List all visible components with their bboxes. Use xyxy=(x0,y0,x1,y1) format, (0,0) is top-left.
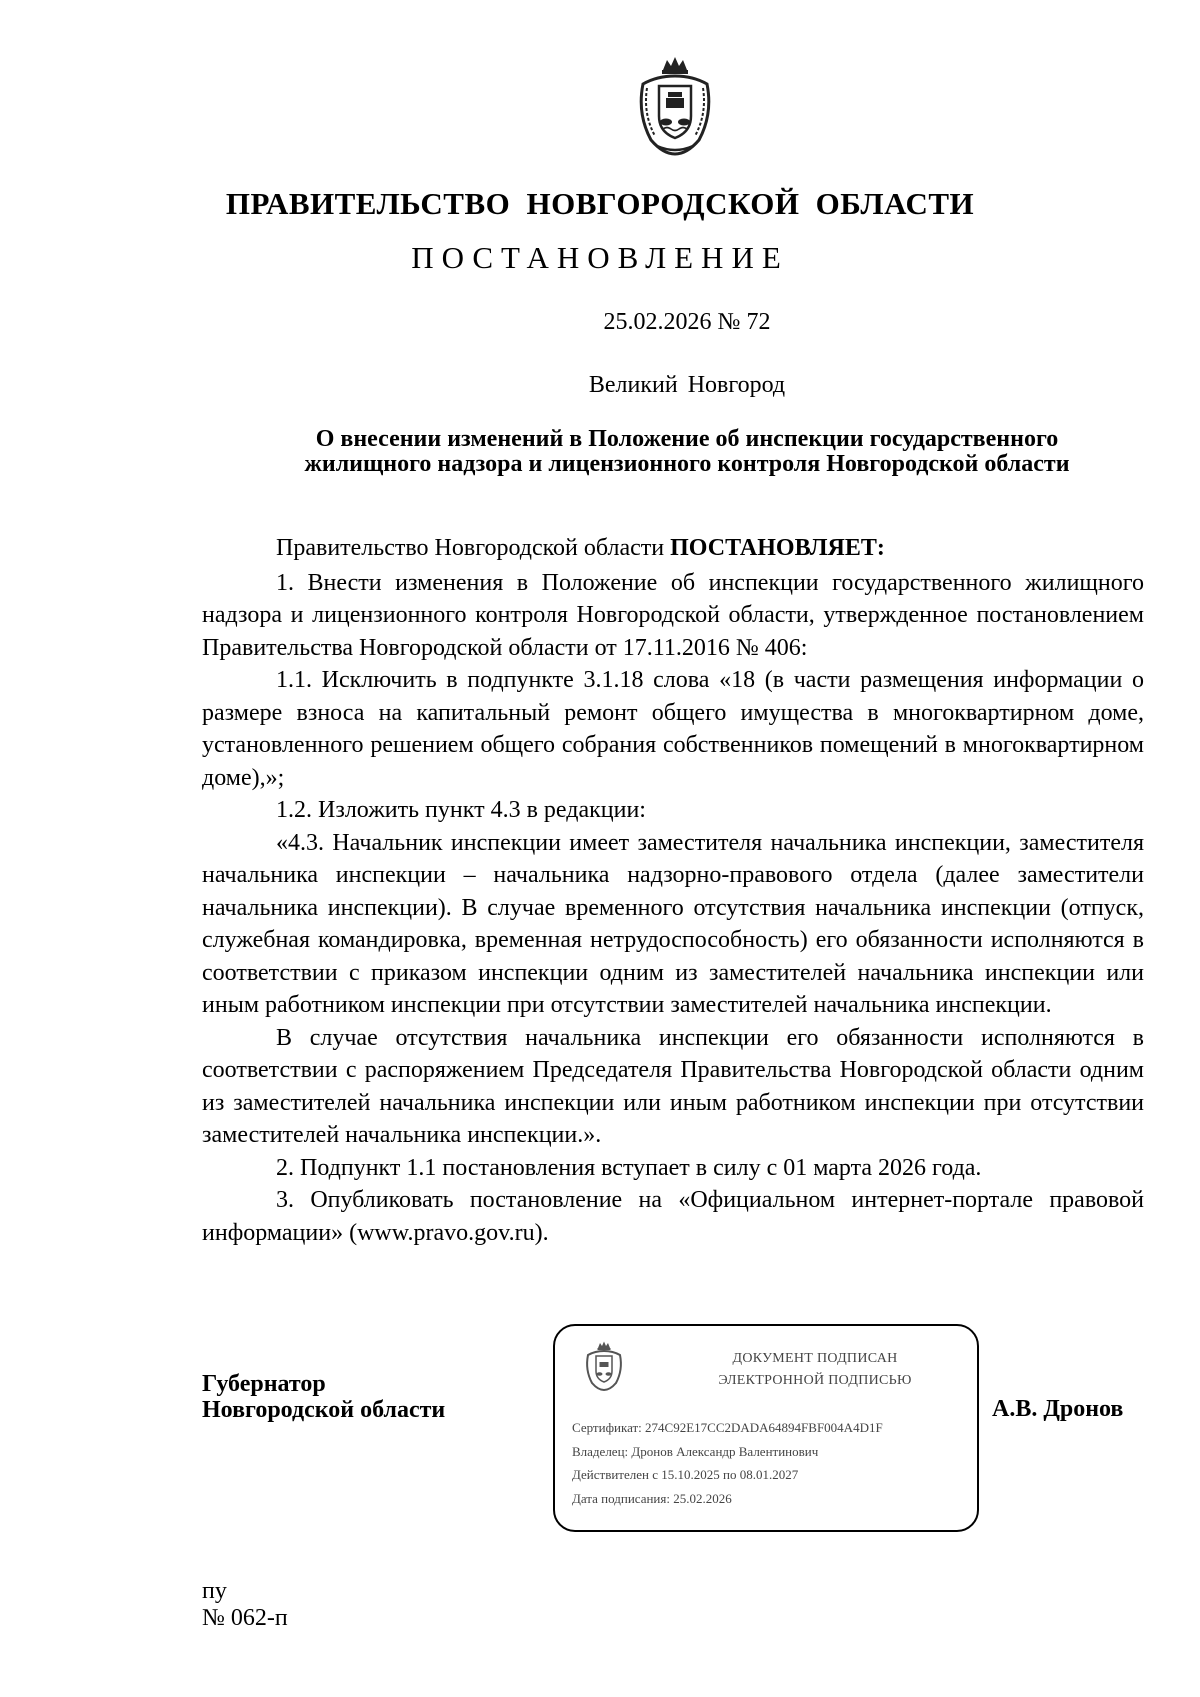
body-paragraph: 1.1. Исключить в подпункте 3.1.18 слова «18 (в части размещения информации о размере взноса на капитальный ремонт общего имущества в многоквартирном доме, установленного решением общего собрания собственников помещений в многоквартирном доме),»; xyxy=(202,667,1144,791)
signer-name: А.В. Дронов xyxy=(992,1396,1124,1422)
body-paragraph: 2. Подпункт 1.1 постановления вступает в силу с 01 марта 2026 года. xyxy=(276,1154,982,1181)
body-paragraph: 3. Опубликовать постановление на «Официальном интернет-портале правовой информации» (www.pravo.gov.ru). xyxy=(202,1187,1144,1246)
footer-code-line: № 062-п xyxy=(202,1605,288,1631)
body-paragraph: В случае отсутствия начальника инспекции его обязанности исполняются в соответствии с распоряжением Председателя Правительства Новгородской области одним из заместителей начальника инспекции или иным работником инспекции при отсутствии заместителей начальника инспекции.». xyxy=(202,1024,1144,1148)
document-heading xyxy=(180,427,1194,477)
body-lead-text: Правительство Новгородской области xyxy=(276,535,671,561)
stamp-certificate: Сертификат: 274C92E17CC2DADA64894FBF004A4D1F xyxy=(572,1420,883,1435)
document-heading-line: жилищного надзора и лицензионного контроля Новгородской области xyxy=(304,451,1070,477)
stamp-heading xyxy=(675,1348,955,1392)
stamp-coat-of-arms-icon xyxy=(583,1340,625,1392)
signer-title-line: Новгородской области xyxy=(202,1397,446,1423)
document-body xyxy=(202,532,1144,1249)
document-heading-line: О внесении изменений в Положение об инспекции государственного xyxy=(315,426,1059,452)
stamp-owner: Владелец: Дронов Александр Валентинович xyxy=(572,1443,819,1459)
body-paragraph: 1.2. Изложить пункт 4.3 в редакции: xyxy=(276,797,646,823)
stamp-details xyxy=(572,1416,883,1510)
footer-code-line: пу xyxy=(202,1578,227,1604)
stamp-validity: Действителен с 15.10.2025 по 08.01.2027 xyxy=(572,1467,799,1482)
signer-title xyxy=(202,1371,445,1423)
body-lead-keyword: ПОСТАНОВЛЯЕТ: xyxy=(670,535,885,561)
stamp-heading-line: ДОКУМЕНТ ПОДПИСАН xyxy=(732,1351,898,1366)
organization-title: ПРАВИТЕЛЬСТВО НОВГОРОДСКОЙ ОБЛАСТИ xyxy=(225,186,975,221)
body-paragraph: 1. Внести изменения в Положение об инспекции государственного жилищного надзора и лицензионного контроля Новгородской области, утвержденное постановлением Правительства Новгородской области от 17.11.2016 № 406: xyxy=(202,569,1144,661)
body-lead xyxy=(202,532,1144,565)
body-paragraph: «4.3. Начальник инспекции имеет заместителя начальника инспекции, заместителя начальника инспекции – начальника надзорно-правового отдела (далее заместители начальника инспекции). В случае временного отсутствия начальника инспекции (отпуск, служебная командировка, временная нетрудоспособность) его обязанности исполняются в соответствии с приказом инспекции одним из заместителей начальника инспекции или иным работником инспекции при отсутствии заместителей начальника инспекции. xyxy=(202,829,1144,1018)
signer-title-line: Губернатор xyxy=(202,1371,326,1397)
document-city: Великий Новгород xyxy=(588,372,786,398)
document-date-number: 25.02.2026 № 72 xyxy=(603,309,771,335)
document-type: ПОСТАНОВЛЕНИЕ xyxy=(411,240,789,275)
coat-of-arms-icon xyxy=(633,54,717,158)
stamp-signed-date: Дата подписания: 25.02.2026 xyxy=(572,1490,732,1506)
stamp-heading-line: ЭЛЕКТРОННОЙ ПОДПИСЬЮ xyxy=(718,1373,912,1388)
footer-code xyxy=(202,1578,288,1632)
electronic-signature-stamp xyxy=(553,1324,979,1532)
